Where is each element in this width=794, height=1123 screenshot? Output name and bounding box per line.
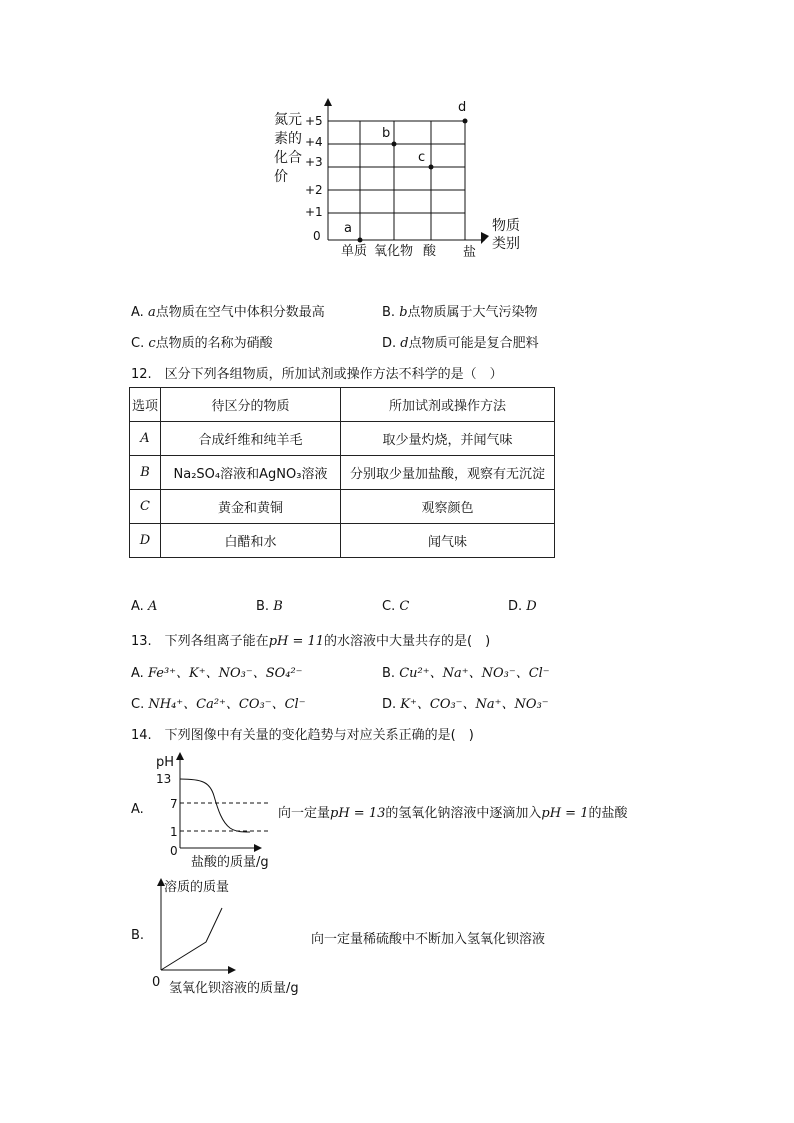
table-cell: 闻气味 [341,524,555,558]
q13-option-d[interactable] [382,693,549,712]
stem-text: 13. 下列各组离子能在 [131,634,269,649]
desc-text: 的氢氧化钠溶液中逐滴加入 [385,806,542,821]
table-cell: 观察颜色 [341,490,555,524]
table-header-cell: 待区分的物质 [161,388,341,422]
table-cell: C [130,490,161,524]
ph-y-arrow [176,752,184,760]
q12-table [129,387,555,558]
table-cell: 黄金和黄铜 [161,490,341,524]
option-ions: Cu²⁺、Na⁺、NO₃⁻、Cl⁻ [399,666,550,681]
option-value: B [273,599,283,614]
graph-point-a-label: a [344,221,352,236]
ph-y-tick: 1 [170,825,178,839]
table-row [130,456,555,490]
solute-origin-label: 0 [152,975,161,990]
q11-option-c[interactable] [131,332,273,351]
graph-x-label-line-1: 物质 [492,218,520,234]
q12-stem: 12. 区分下列各组物质，所加试剂或操作方法不科学的是（ ） [131,367,503,382]
option-prefix: D. [508,599,523,614]
option-text: 点物质可能是复合肥料 [408,336,539,351]
table-header-row [130,388,555,422]
option-value: C [399,599,410,614]
q12-option-b[interactable] [256,599,283,614]
option-ions: NH₄⁺、Ca²⁺、CO₃⁻、Cl⁻ [148,697,306,712]
option-ions: Fe³⁺、K⁺、NO₃⁻、SO₄²⁻ [147,666,303,681]
q13-stem [131,630,490,649]
q11-option-d[interactable] [382,332,539,351]
graph-x-category: 酸 [423,244,437,259]
table-cell: 白醋和水 [161,524,341,558]
stem-math: pH = 11 [268,634,325,649]
valence-category-graph [260,95,540,265]
table-cell: Na₂SO₄溶液和AgNO₃溶液 [161,456,341,490]
graph-point-d-label: d [458,100,467,115]
option-var: b [399,305,408,320]
graph-x-category: 盐 [463,245,477,260]
graph-y-label-line-4: 价 [274,169,288,185]
option-prefix: C. [131,336,145,351]
table-header-cell: 选项 [130,388,161,422]
graph-x-category: 单质 [341,244,368,259]
ph-y-tick: 0 [170,844,178,858]
q11-option-a[interactable] [131,301,325,320]
option-text: 点物质属于大气污染物 [407,305,538,320]
option-prefix: C. [382,599,396,614]
graph-point-c-label: c [418,150,426,165]
option-prefix: C. [131,697,145,712]
graph-x-arrow [481,232,489,244]
graph-x-category: 氧化物 [374,244,414,259]
option-prefix: B. [256,599,270,614]
q12-option-d[interactable] [508,599,537,614]
q14-option-a-desc [278,802,628,821]
graph-y-arrow [324,98,332,106]
ph-curve [180,779,250,832]
q13-option-b[interactable] [382,662,550,681]
desc-math: pH = 13 [330,806,386,821]
table-cell: D [130,524,161,558]
ph-x-label: 盐酸的质量/g [191,855,269,870]
option-prefix: D. [382,336,397,351]
graph-y-label-line-3: 化合 [274,150,302,166]
option-prefix: B. [382,666,396,681]
table-cell: 合成纤维和纯羊毛 [161,422,341,456]
graph-y-tick: +5 [305,114,323,128]
solute-x-label: 氢氧化钡溶液的质量/g [169,981,299,996]
ph-y-tick: 13 [156,772,172,786]
desc-text: 的盐酸 [588,806,628,821]
stem-text: 的水溶液中大量共存的是( ) [324,634,491,649]
q14-option-b-desc: 向一定量稀硫酸中不断加入氢氧化钡溶液 [311,932,546,947]
option-ions: K⁺、CO₃⁻、Na⁺、NO₃⁻ [400,697,549,712]
option-var: c [148,336,156,351]
solute-mass-line [161,908,222,970]
graph-y-tick: 0 [313,229,321,243]
graph-point-b [392,142,397,147]
graph-y-tick: +3 [305,155,323,169]
graph-y-tick: +4 [305,135,323,149]
graph-point-a [358,238,363,243]
option-text: 点物质的名称为硝酸 [155,336,273,351]
q14-stem: 14. 下列图像中有关量的变化趋势与对应关系正确的是( ) [131,728,474,743]
option-prefix: A. [131,666,144,681]
graph-y-tick: +2 [305,183,323,197]
option-text: 点物质在空气中体积分数最高 [155,305,325,320]
table-cell: A [130,422,161,456]
table-cell: B [130,456,161,490]
solute-y-label: 溶质的质量 [164,880,230,895]
q12-option-a[interactable] [131,599,157,614]
graph-point-d [463,119,468,124]
graph-y-label-line-2: 素的 [274,131,302,147]
q13-option-c[interactable] [131,693,306,712]
q13-option-a[interactable] [131,662,303,681]
q14-option-b-prefix[interactable]: B. [131,928,145,943]
solute-x-arrow [228,966,236,974]
option-var: d [400,336,409,351]
graph-point-b-label: b [382,126,391,141]
q14-option-a-prefix[interactable]: A. [131,802,144,817]
option-prefix: D. [382,697,397,712]
ph-y-tick: 7 [170,797,178,811]
table-row [130,524,555,558]
table-cell: 取少量灼烧，并闻气味 [341,422,555,456]
table-row [130,422,555,456]
table-cell: 分别取少量加盐酸，观察有无沉淀 [341,456,555,490]
option-value: A [147,599,158,614]
option-prefix: A. [131,305,144,320]
option-prefix: B. [382,305,396,320]
graph-y-label-line-1: 氮元 [274,112,302,128]
graph-x-label-line-2: 类别 [492,236,520,252]
ph-y-label: pH [156,755,175,770]
option-var: a [147,305,156,320]
q11-option-b[interactable] [382,301,538,320]
option-prefix: A. [131,599,144,614]
q12-option-c[interactable] [382,599,409,614]
desc-math: pH = 1 [541,806,589,821]
graph-point-c [429,165,434,170]
option-value: D [526,599,537,614]
table-header-cell: 所加试剂或操作方法 [341,388,555,422]
graph-y-tick: +1 [305,205,323,219]
table-row [130,490,555,524]
desc-text: 向一定量 [278,806,331,821]
